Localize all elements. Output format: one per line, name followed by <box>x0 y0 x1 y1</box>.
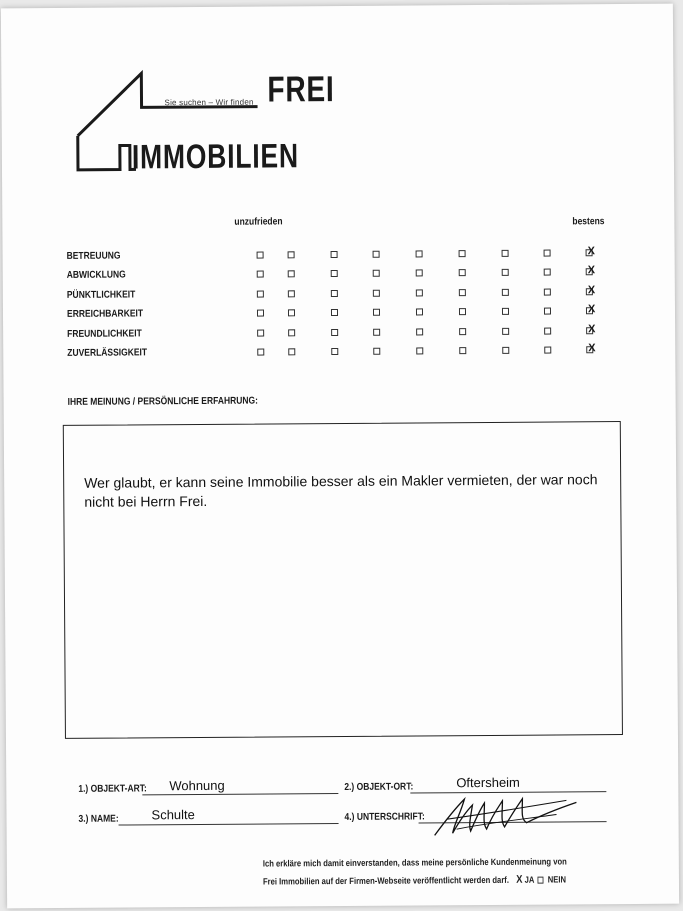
rating-checkbox[interactable] <box>331 329 338 336</box>
objekt-art-value[interactable]: Wohnung <box>169 777 225 794</box>
objekt-ort-value[interactable]: Oftersheim <box>456 774 520 791</box>
unterschrift-label: 4.) UNTERSCHRIFT: <box>344 811 425 823</box>
scale-low-label: unzufrieden <box>234 216 283 228</box>
logo-brand-top: FREI <box>267 68 335 110</box>
name-line <box>119 823 339 826</box>
logo-tagline: Sie suchen – Wir finden <box>164 97 254 108</box>
consent-line-1: Ich erkläre mich damit einverstanden, dass meine persönliche Kundenmeinung von <box>262 856 567 869</box>
rating-check-mark: X <box>588 342 596 355</box>
rating-checkbox[interactable] <box>288 309 295 316</box>
rating-checkbox[interactable] <box>502 308 509 315</box>
rating-criterion-label: FREUNDLICHKEIT <box>67 327 142 340</box>
rating-criterion-label: PÜNKTLICHKEIT <box>66 289 136 301</box>
rating-checkbox[interactable] <box>459 328 466 335</box>
rating-checkbox[interactable] <box>502 327 509 334</box>
rating-criterion-label: ERREICHBARKEIT <box>66 308 144 321</box>
rating-checkbox[interactable] <box>288 251 295 258</box>
rating-checkbox[interactable] <box>331 309 338 316</box>
scale-high-label: bestens <box>572 216 605 228</box>
rating-row <box>67 305 627 323</box>
rating-check-mark: X <box>587 303 596 316</box>
opinion-box[interactable] <box>63 421 623 739</box>
rating-row <box>67 247 627 265</box>
rating-checkbox[interactable] <box>373 348 380 355</box>
rating-checkbox[interactable] <box>416 270 423 277</box>
rating-checkbox[interactable] <box>544 347 551 354</box>
rating-check-mark: X <box>588 322 596 335</box>
consent-statement <box>263 852 567 890</box>
ja-label: JA <box>524 874 535 885</box>
rating-checkbox[interactable] <box>257 329 264 336</box>
rating-check-mark: X <box>587 264 596 277</box>
nein-checkbox[interactable] <box>538 877 544 884</box>
opinion-text: Wer glaubt, er kann seine Immobilie besser als ein Makler vermieten, der war noch nicht bei Herrn Frei. <box>84 471 598 510</box>
rating-checkbox[interactable] <box>459 347 466 354</box>
rating-checkbox[interactable] <box>502 269 509 276</box>
rating-checkbox[interactable] <box>544 327 551 334</box>
rating-checkbox[interactable] <box>288 329 295 336</box>
rating-checkbox[interactable] <box>416 250 423 257</box>
rating-check-mark: X <box>587 245 595 258</box>
rating-row <box>67 322 627 343</box>
rating-checkbox[interactable] <box>288 348 295 355</box>
consent-line-2 <box>263 870 567 890</box>
ja-checkbox-mark[interactable]: X <box>516 873 523 886</box>
rating-checkbox[interactable] <box>459 308 466 315</box>
rating-checkbox[interactable] <box>257 349 264 356</box>
rating-checkbox[interactable] <box>288 290 295 297</box>
name-value[interactable]: Schulte <box>151 807 195 823</box>
rating-checkbox[interactable] <box>502 347 509 354</box>
rating-checkbox[interactable] <box>459 270 466 277</box>
objekt-ort-label: 2.) OBJEKT-ORT: <box>344 781 414 793</box>
rating-check-mark: X <box>587 284 596 297</box>
rating-row <box>67 286 627 304</box>
objekt-art-line <box>142 793 338 795</box>
consent-line-2-text: Frei Immobilien auf der Firmen-Webseite veröffentlicht werden darf. <box>262 874 509 887</box>
logo-brand-bottom: IMMOBILIEN <box>131 137 299 177</box>
rating-checkbox[interactable] <box>502 250 509 257</box>
handwritten-signature <box>426 788 586 843</box>
rating-checkbox[interactable] <box>373 309 380 316</box>
rating-checkbox[interactable] <box>331 251 338 258</box>
rating-checkbox[interactable] <box>331 270 338 277</box>
rating-criterion-label: ZUVERLÄSSIGKEIT <box>67 347 148 359</box>
rating-row <box>67 266 627 284</box>
rating-checkbox[interactable] <box>459 289 466 296</box>
opinion-label: IHRE MEINUNG / PERSÖNLICHE ERFAHRUNG: <box>67 395 258 408</box>
rating-checkbox[interactable] <box>373 270 380 277</box>
rating-checkbox[interactable] <box>459 250 466 257</box>
rating-checkbox[interactable] <box>257 310 264 317</box>
rating-checkbox[interactable] <box>416 289 423 296</box>
rating-checkbox[interactable] <box>288 271 295 278</box>
rating-checkbox[interactable] <box>257 290 264 297</box>
rating-checkbox[interactable] <box>544 288 551 295</box>
rating-checkbox[interactable] <box>373 328 380 335</box>
rating-checkbox[interactable] <box>373 251 380 258</box>
name-label: 3.) NAME: <box>78 813 119 825</box>
rating-checkbox[interactable] <box>544 269 551 276</box>
nein-label: NEIN <box>547 874 567 885</box>
rating-checkbox[interactable] <box>416 347 423 354</box>
rating-checkbox[interactable] <box>502 289 509 296</box>
rating-criterion-label: ABWICKLUNG <box>66 269 126 282</box>
rating-criterion-label: BETREUUNG <box>66 250 121 262</box>
rating-row <box>67 344 627 362</box>
rating-checkbox[interactable] <box>331 348 338 355</box>
rating-checkbox[interactable] <box>544 250 551 257</box>
rating-checkbox[interactable] <box>257 252 264 259</box>
rating-checkbox[interactable] <box>257 271 264 278</box>
rating-checkbox[interactable] <box>373 290 380 297</box>
rating-checkbox[interactable] <box>416 309 423 316</box>
objekt-art-label: 1.) OBJEKT-ART: <box>78 783 147 795</box>
rating-checkbox[interactable] <box>331 290 338 297</box>
rating-checkbox[interactable] <box>544 308 551 315</box>
rating-checkbox[interactable] <box>416 328 423 335</box>
feedback-form-sheet <box>1 4 679 909</box>
